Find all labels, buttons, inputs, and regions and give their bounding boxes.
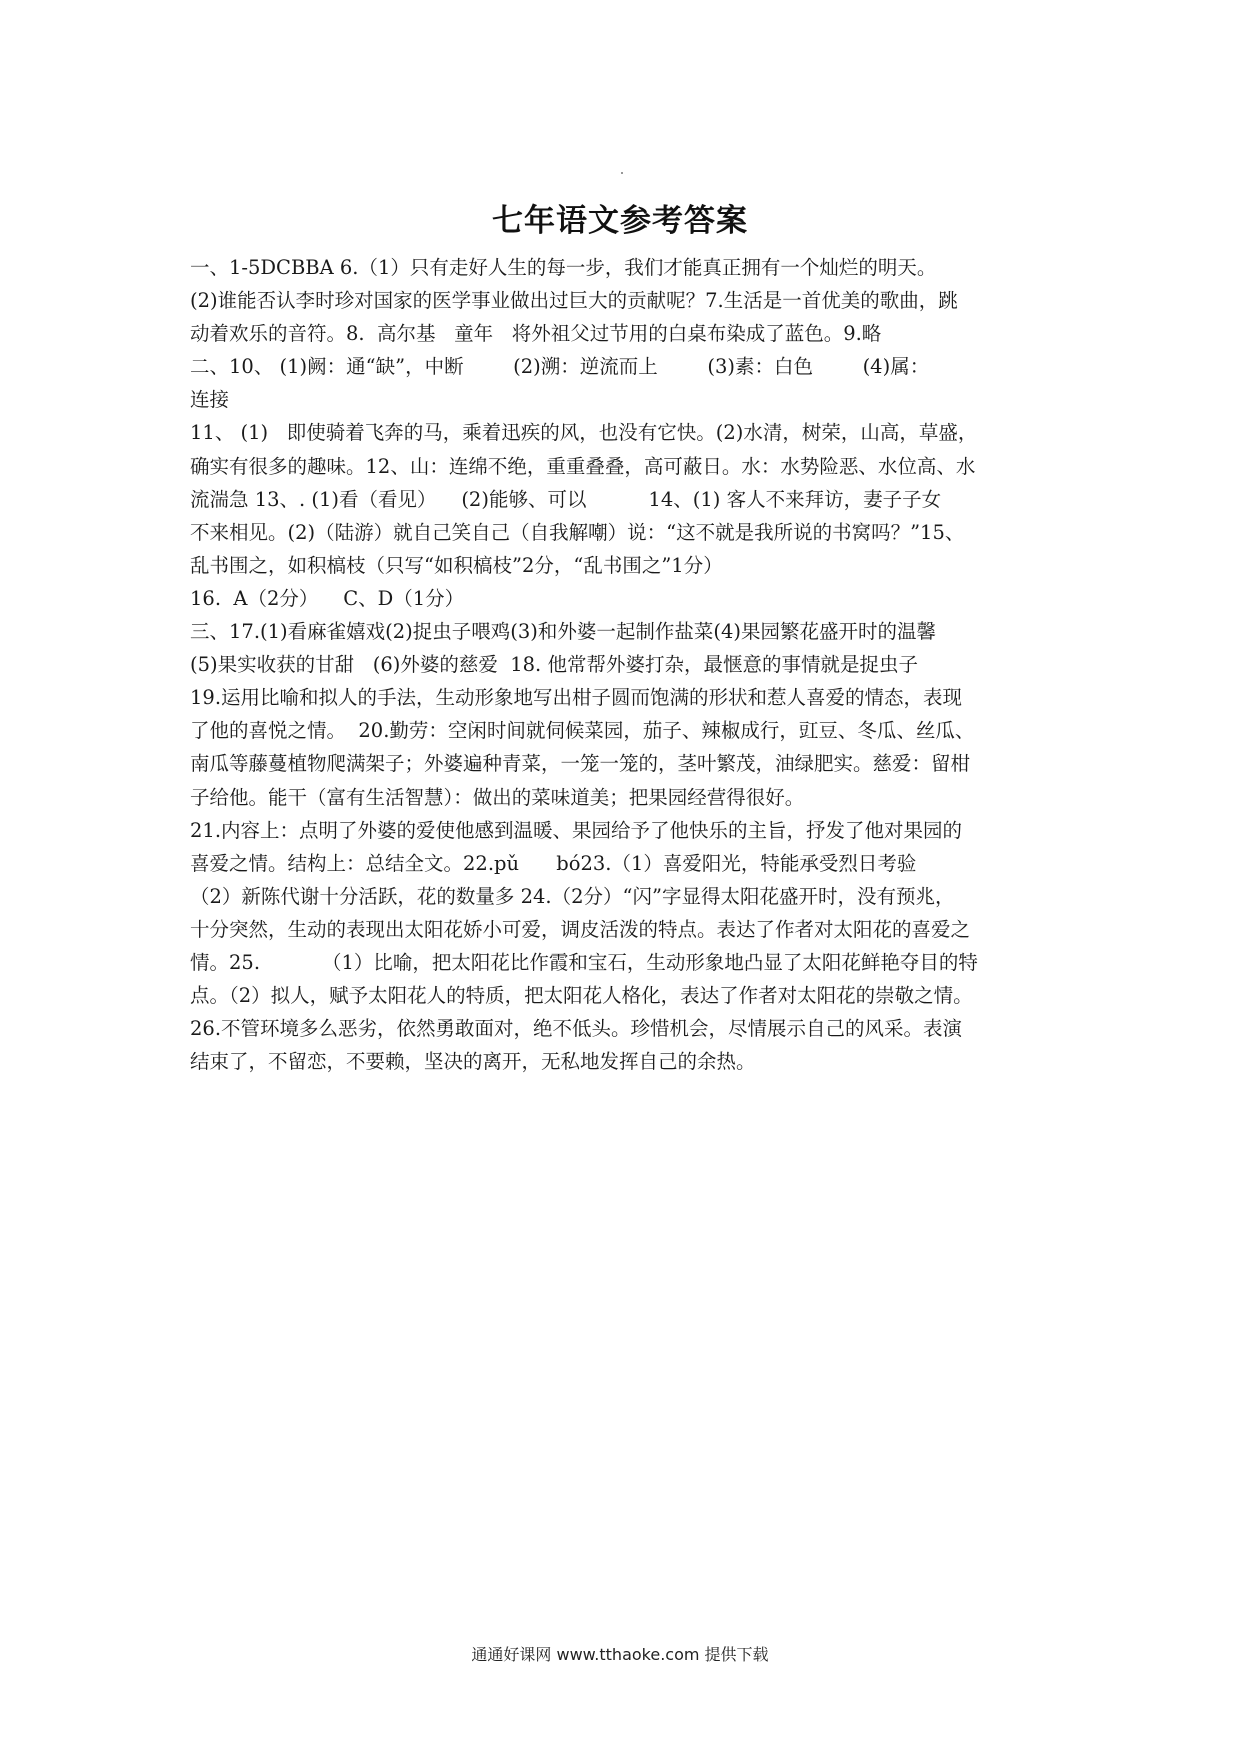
answer-line: 不来相见。(2)（陆游）就自己笑自己（自我解嘲）说：“这不就是我所说的书窝吗？”15、 [190,520,965,544]
scan-speck [621,172,623,174]
answer-line: 了他的喜悦之情。 20.勤劳：空闲时间就伺候菜园，茄子、辣椒成行，豇豆、冬瓜、丝瓜、 [190,719,975,743]
answer-line: 16. A（2分） C、D（1分） [190,586,465,610]
answer-line: 流湍急 13、. (1)看（看见） (2)能够、可以 14、(1) 客人不来拜访，妻子子女 [190,487,942,511]
answer-line: 26.不管环境多么恶劣，依然勇敢面对，绝不低头。珍惜机会，尽情展示自己的风采。表演 [190,1017,963,1041]
answer-line: 结束了，不留恋，不要赖，坚决的离开，无私地发挥自己的余热。 [190,1050,756,1074]
answer-line: 乱书围之，如积槁枝（只写“如积槁枝”2分，“乱书围之”1分） [190,553,723,577]
answer-line: 南瓜等藤蔓植物爬满架子；外婆遍种青菜，一笼一笼的，茎叶繁茂，油绿肥实。慈爱：留柑 [190,752,971,776]
answer-line: 喜爱之情。结构上：总结全文。22.pǔ bó23.（1）喜爱阳光，特能承受烈日考验 [190,851,917,875]
answer-line: 确实有很多的趣味。12、山：连绵不绝，重重叠叠，高可蔽日。水：水势险恶、水位高、水 [190,454,976,478]
answer-line: (5)果实收获的甘甜 (6)外婆的慈爱 18. 他常帮外婆打杂，最惬意的事情就是捉虫子 [190,653,918,677]
answer-line: 一、1-5DCBBA 6.（1）只有走好人生的每一步，我们才能真正拥有一个灿烂的明天。 [190,256,937,279]
answer-line: 子给他。能干（富有生活智慧）：做出的菜味道美；把果园经营得很好。 [190,785,805,809]
answer-line: 十分突然，生动的表现出太阳花娇小可爱，调皮活泼的特点。表达了作者对太阳花的喜爱之 [190,917,971,941]
answer-line: 二、10、 (1)阙：通“缺”，中断 (2)溯：逆流而上 (3)素：白色 (4)属： [190,355,930,379]
answer-line: 连接 [190,388,230,412]
answer-line: 动着欢乐的音符。8. 高尔基 童年 将外祖父过节用的白桌布染成了蓝色。9.略 [190,322,882,346]
answer-line: 11、 (1) 即使骑着飞奔的马，乘着迅疾的风，也没有它快。(2)水清，树荣，山高，草盛， [190,421,978,445]
answer-line: 三、17.(1)看麻雀嬉戏(2)捉虫子喂鸡(3)和外婆一起制作盐菜(4)果园繁花盛开时的温馨 [190,620,936,644]
answer-line: (2)谁能否认李时珍对国家的医学事业做出过巨大的贡献呢？7.生活是一首优美的歌曲，跳 [190,289,958,313]
answer-line: 21.内容上：点明了外婆的爱使他感到温暖、果园给予了他快乐的主旨，抒发了他对果园的 [190,818,963,842]
answer-body [190,251,1070,1078]
page-title: 七年语文参考答案 [492,203,748,239]
answer-line: （2）新陈代谢十分活跃，花的数量多 24.（2分）“闪”字显得太阳花盛开时，没有预兆， [190,884,955,908]
answer-line: 点。（2）拟人，赋予太阳花人的特质，把太阳花人格化，表达了作者对太阳花的崇敬之情。 [190,984,973,1008]
download-footer: 通通好课网 www.tthaoke.com 提供下载 [471,1645,769,1664]
answer-line: 情。25. （1）比喻，把太阳花比作霞和宝石，生动形象地凸显了太阳花鲜艳夺目的特 [190,950,978,974]
answer-line: 19.运用比喻和拟人的手法，生动形象地写出柑子圆而饱满的形状和惹人喜爱的情态，表现 [190,686,963,710]
